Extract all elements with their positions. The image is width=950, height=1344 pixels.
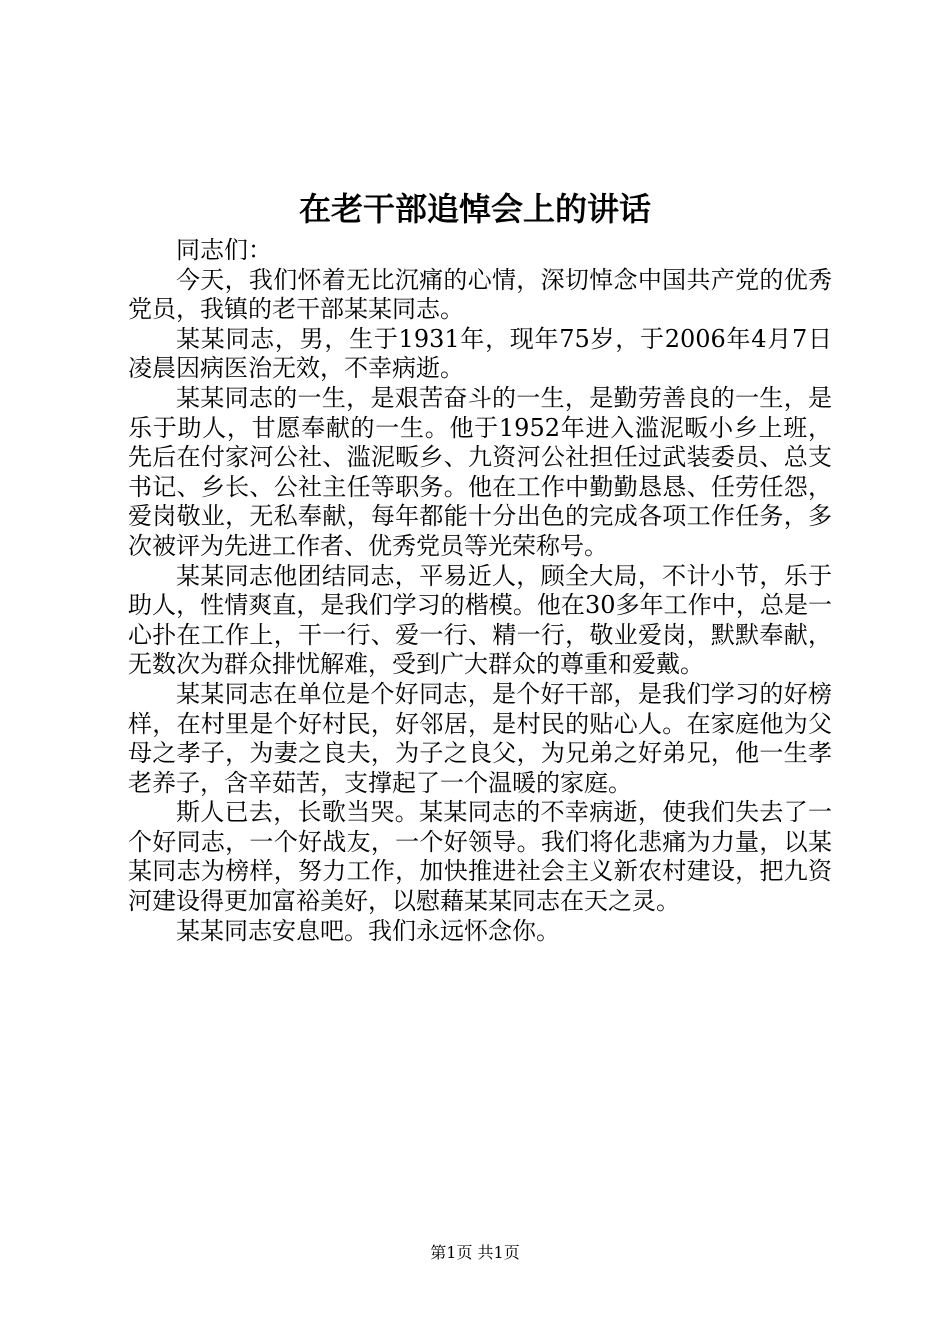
- paragraph-career: 某某同志的一生，是艰苦奋斗的一生，是勤劳善良的一生，是乐于助人，甘愿奉献的一生。他于1952年进入滥泥畈小乡上班，先后在付家河公社、滥泥畈乡、九资河公社担任过武装委员、总支书记、乡长、公社主任等职务。他在工作中勤勤恳恳、任劳任怨，爱岗敬业，无私奉献，每年都能十分出色的完成各项工作任务，多次被评为先进工作者、优秀党员等光荣称号。: [128, 383, 832, 560]
- paragraph-salutation: 同志们：: [176, 236, 272, 264]
- paragraph-opening: 今天，我们怀着无比沉痛的心情，深切悼念中国共产党的优秀党员，我镇的老干部某某同志。: [128, 265, 832, 324]
- document-title: 在老干部追悼会上的讲话: [298, 190, 651, 228]
- paragraph-family: 某某同志在单位是个好同志，是个好干部，是我们学习的好榜样，在村里是个好村民，好邻居，是村民的贴心人。在家庭他为父母之孝子，为妻之良夫，为子之良父，为兄弟之好弟兄，他一生孝老养子，含辛茹苦，支撑起了一个温暖的家庭。: [128, 679, 832, 797]
- paragraph-biography: 某某同志，男，生于1931年，现年75岁，于2006年4月7日凌晨因病医治无效，不幸病逝。: [128, 324, 832, 383]
- page-number-footer: 第1页 共1页: [430, 1243, 520, 1262]
- document-body: [128, 236, 832, 946]
- paragraph-character: 某某同志他团结同志，平易近人，顾全大局，不计小节，乐于助人，性情爽直，是我们学习的楷模。他在30多年工作中，总是一心扑在工作上，干一行、爱一行、精一行，敬业爱岗，默默奉献，无数次为群众排忧解难，受到广大群众的尊重和爱戴。: [128, 561, 832, 679]
- paragraph-mourning: 斯人已去，长歌当哭。某某同志的不幸病逝，使我们失去了一个好同志，一个好战友，一个好领导。我们将化悲痛为力量，以某某同志为榜样，努力工作，加快推进社会主义新农村建设，把九资河建设得更加富裕美好，以慰藉某某同志在天之灵。: [128, 798, 832, 916]
- paragraph-closing: 某某同志安息吧。我们永远怀念你。: [176, 916, 560, 945]
